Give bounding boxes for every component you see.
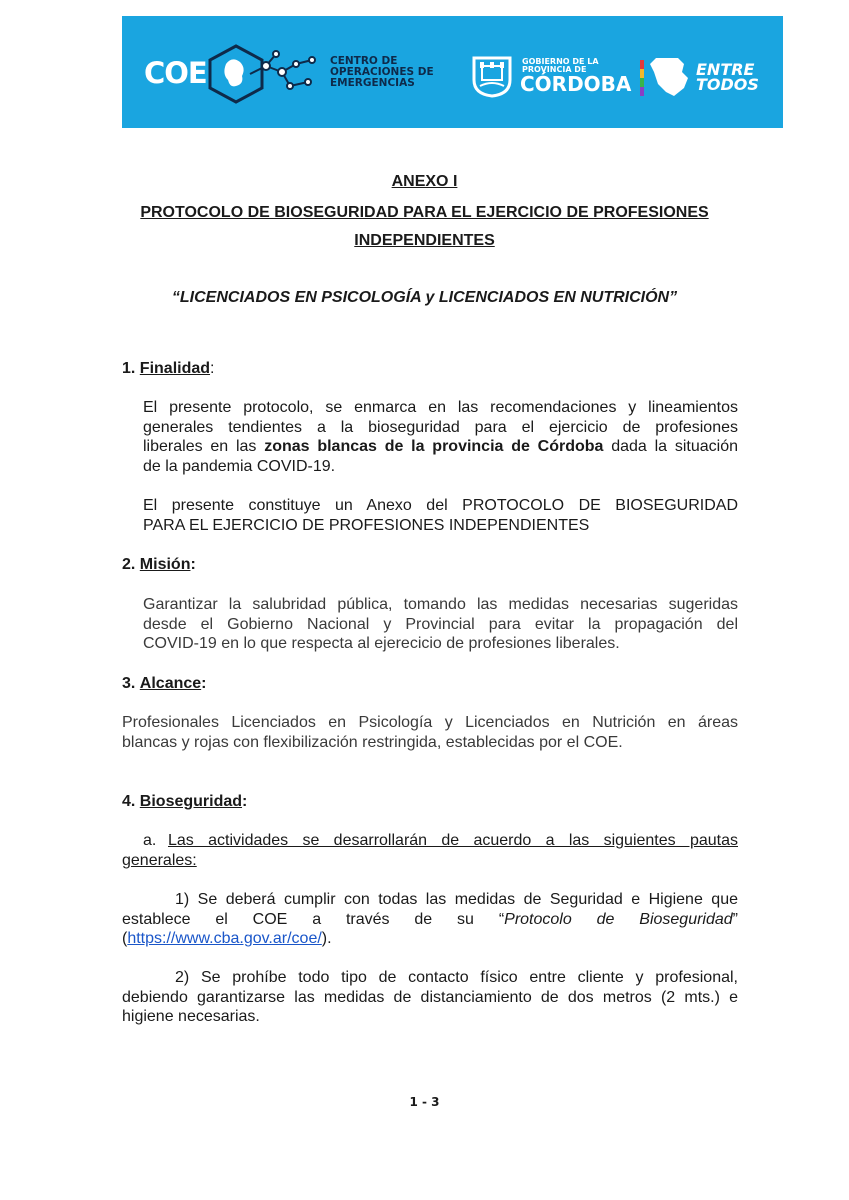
protocol-subtitle: “LICENCIADOS EN PSICOLOGÍA y LICENCIADOS EN NUTRICIÓN” — [171, 289, 678, 306]
province-map-icon — [648, 56, 692, 98]
protocol-title-line-1: PROTOCOLO DE BIOSEGURIDAD PARA EL EJERCICIO DE PROFESIONES — [140, 204, 709, 221]
section-number: 3. — [122, 675, 136, 692]
slogan-line: ENTRE — [696, 60, 755, 79]
slogan-line: TODOS — [696, 75, 759, 94]
page-number: 1 - 3 — [409, 1095, 440, 1109]
mision-paragraph — [143, 595, 738, 654]
section-colon: : — [201, 675, 207, 692]
section-number: 1. — [122, 360, 136, 377]
protocol-name: Protocolo de Bioseguridad — [504, 910, 733, 928]
coe-logo-text: COE — [144, 56, 207, 90]
paragraph-line: COVID-19 en lo que respecta al ejerecicio de profesiones liberales. — [143, 635, 620, 652]
emphasis-zones: zonas blancas de la provincia de Córdoba — [264, 438, 604, 455]
cordoba-logo-group — [470, 54, 770, 98]
paragraph-line — [122, 910, 738, 930]
coe-name-line: CENTRO DE — [330, 55, 398, 67]
section-1-heading — [122, 359, 214, 379]
section-3-heading — [122, 674, 207, 694]
text-run: ( — [122, 930, 128, 947]
section-number: 4. — [122, 793, 136, 810]
text-run: establece el COE a través de su “ — [122, 910, 505, 928]
cordoba-wordmark: CÓRDOBA — [520, 72, 632, 96]
paragraph-line — [122, 929, 738, 949]
paragraph-line — [143, 437, 738, 457]
paragraph-line: 1) Se deberá cumplir con todas las medidas de Seguridad e Higiene que — [175, 891, 738, 908]
paragraph-line: debiendo garantizarse las medidas de distanciamiento de dos metros (2 mts.) e — [122, 988, 738, 1006]
paragraph-line: higiene necesarias. — [122, 1008, 260, 1025]
government-label-line: GOBIERNO DE LA — [522, 57, 599, 66]
paragraph-line: de la pandemia COVID-19. — [143, 457, 336, 475]
coe-name-line: EMERGENCIAS — [330, 77, 415, 89]
government-label-line: PROVINCIA DE — [522, 65, 587, 74]
color-stripe-icon — [640, 60, 644, 96]
paragraph-line: 2) Se prohíbe todo tipo de contacto físico entre cliente y profesional, — [175, 969, 738, 986]
text-run: liberales en las — [143, 438, 265, 455]
section-4-heading — [122, 792, 247, 812]
protocol-title-line-2: INDEPENDIENTES — [354, 232, 495, 249]
text-run: dada la situación — [603, 438, 739, 455]
paragraph-line: blancas y rojas con flexibilización restringida, establecidas por el COE. — [122, 733, 623, 751]
coe-hexagon-logo-icon — [204, 42, 324, 106]
paragraph-line: Las actividades se desarrollarán de acuerdo a las siguientes pautas — [168, 832, 738, 849]
paragraph-line: desde el Gobierno Nacional y Provincial para evitar la propagación del — [143, 615, 738, 633]
finalidad-paragraph-2 — [143, 496, 738, 535]
section-title: Alcance — [139, 675, 202, 692]
item-2-paragraph — [122, 968, 738, 1027]
finalidad-paragraph-1 — [143, 398, 738, 476]
section-colon: : — [190, 556, 196, 573]
alcance-paragraph — [122, 713, 738, 752]
coe-name-line: OPERACIONES DE — [330, 66, 434, 78]
paragraph-line: El presente protocolo, se enmarca en las recomendaciones y lineamientos — [143, 399, 738, 416]
coe-logo-group — [144, 42, 444, 106]
coe-link[interactable]: https://www.cba.gov.ar/coe/ — [127, 930, 322, 947]
coe-name — [330, 56, 434, 89]
item-1-paragraph — [122, 890, 738, 949]
section-title: Misión — [139, 556, 191, 573]
section-colon: : — [242, 793, 248, 810]
text-run: ” — [732, 910, 738, 928]
section-title: Finalidad — [139, 360, 211, 377]
header-banner — [122, 16, 783, 128]
paragraph-line: PARA EL EJERCICIO DE PROFESIONES INDEPENDIENTES — [143, 516, 590, 534]
section-colon: : — [210, 360, 215, 377]
section-2-heading — [122, 555, 196, 575]
paragraph-line: generales tendientes a la bioseguridad para el ejercicio de profesiones — [143, 418, 738, 436]
paragraph-line: El presente constituye un Anexo del PROTOCOLO DE BIOSEGURIDAD — [143, 497, 738, 514]
item-a-label: a. — [143, 832, 157, 849]
paragraph-line: Garantizar la salubridad pública, tomando las medidas necesarias sugeridas — [143, 596, 738, 613]
item-a-text — [168, 831, 738, 851]
paragraph-line: Profesionales Licenciados en Psicología y Licenciados en Nutrición en áreas — [122, 714, 738, 731]
entre-todos-slogan — [696, 62, 759, 92]
annex-title: ANEXO I — [391, 173, 458, 190]
section-number: 2. — [122, 556, 136, 573]
cordoba-shield-icon — [470, 54, 514, 98]
section-title: Bioseguridad — [139, 793, 243, 810]
item-a-continuation: generales: — [122, 852, 197, 869]
text-run: ). — [321, 930, 332, 947]
